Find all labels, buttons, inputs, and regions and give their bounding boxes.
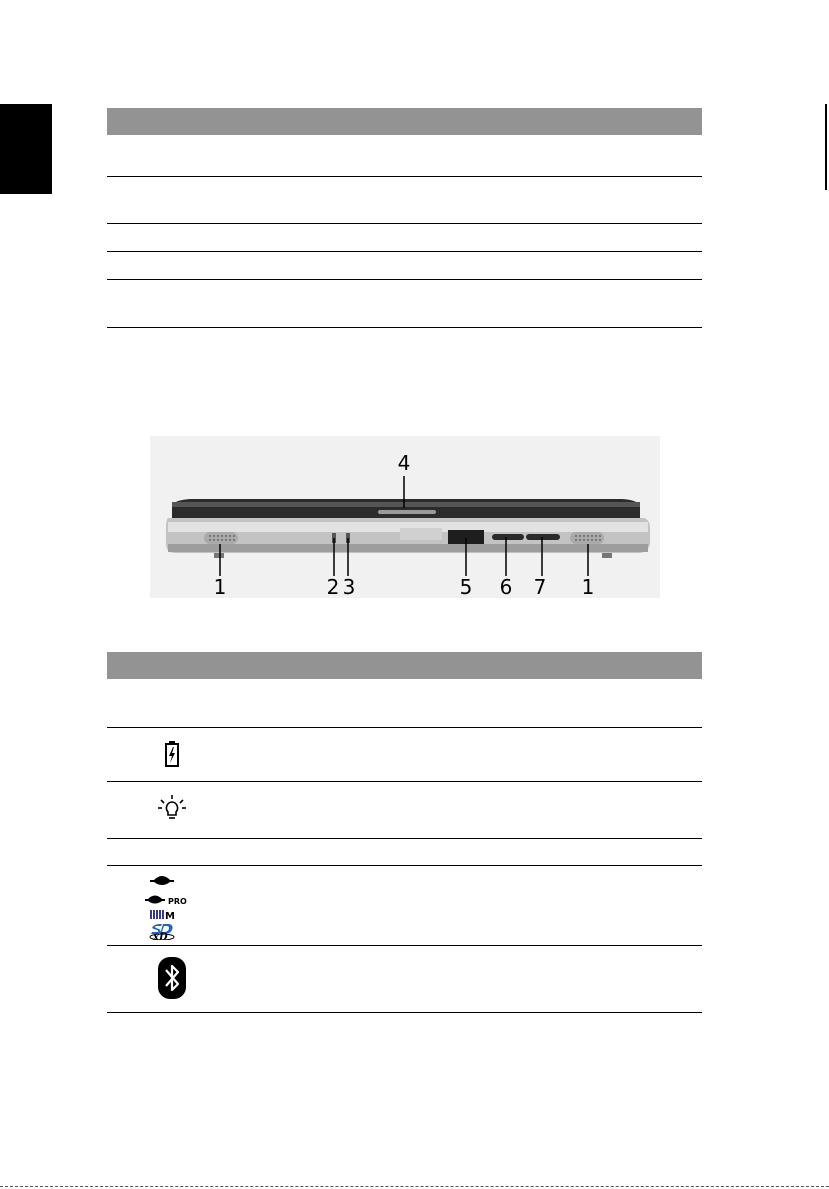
table-row [107, 176, 702, 223]
multimediacard-icon [150, 910, 175, 922]
table-row [107, 945, 702, 1012]
card-reader-icons [107, 865, 237, 945]
memory-stick-icon [150, 876, 174, 885]
callout-1-right: 1 [581, 575, 595, 598]
language-tab [0, 104, 52, 194]
callout-1-left: 1 [213, 575, 227, 598]
table-header [107, 652, 702, 679]
table-row [107, 838, 702, 865]
power-light-icon [157, 794, 187, 824]
memory-stick-pro-icon [145, 895, 187, 906]
spec-table-front-view [107, 652, 702, 1013]
xd-picture-card-icon [150, 932, 174, 940]
table-row [107, 251, 702, 279]
callout-6: 6 [499, 575, 513, 598]
table-row [107, 865, 702, 945]
multimediacard-label: M [165, 910, 175, 922]
bluetooth-icon [157, 956, 187, 1000]
callout-5: 5 [459, 575, 473, 598]
battery-charging-icon [164, 740, 180, 768]
table-row [107, 781, 702, 838]
page-bottom-rule [0, 1186, 829, 1187]
callout-4: 4 [397, 451, 411, 475]
table-row [107, 679, 702, 727]
laptop-front-view-illustration [150, 436, 660, 598]
memory-stick-pro-label: PRO [168, 896, 187, 906]
table-row [107, 727, 702, 781]
callout-3: 3 [342, 575, 356, 598]
table-row [107, 135, 702, 176]
table-header [107, 108, 702, 135]
svg-text:xD: xD [153, 931, 168, 940]
callout-2: 2 [326, 575, 340, 598]
callout-7: 7 [533, 575, 547, 598]
table-row [107, 223, 702, 251]
spec-table-top [107, 108, 702, 328]
page-margin-marker [825, 104, 827, 190]
table-row [107, 279, 702, 327]
